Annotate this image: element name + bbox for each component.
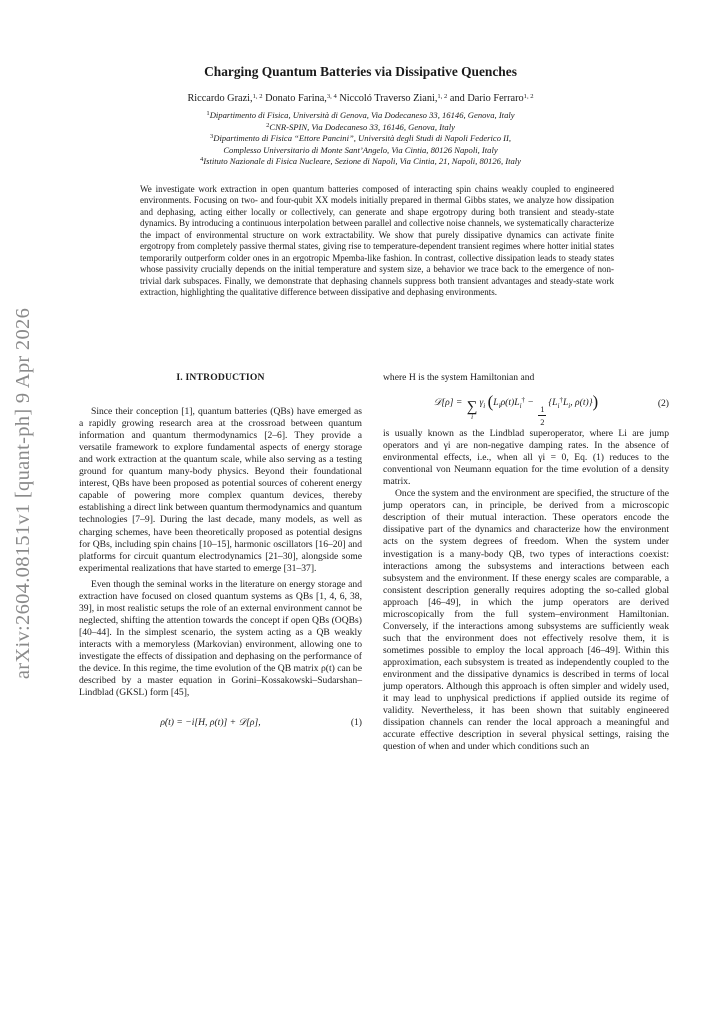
affiliation-line [0, 122, 721, 134]
equation-2-math: 𝒟[ρ] = ∑ i $\gamma_i$ ($L_i\rho(t)L_i^\dagger$ − $\frac{1}{2}$ {$L_i^\dagger L_i$, ρ(t)}) [433, 392, 599, 428]
author-affiliation-mark: 3, 4 [326, 93, 337, 100]
equation-number: (2) [657, 398, 669, 410]
author-affiliation-mark: 1, 2 [437, 93, 448, 100]
body-paragraph: is usually known as the Lindblad superoperator, where Li are jump operators and γi are non-negative damping rates. In the absence of environmental effects, i.e., when all γi = 0, Eq. (1) reduces to the conventional von Neumann equation for the time evolution of a density matrix. [383, 428, 669, 488]
author-affiliation-mark: 1, 2 [252, 93, 263, 100]
body-paragraph: Once the system and the environment are specified, the structure of the jump operators can, in principle, be derived from a microscopic description of their mutual interaction. These operators encode the dissipative part of the dynamics and characterize how the environment acts on the system degrees of freedom. When the system under investigation is a many-body QB, two types of interactions coexist: interactions among the subsystems and interactions between each subsystem and the environment. If these energy scales are comparable, a consistent description generally requires adopting the so-called global approach [46–49], in which the jump operators are derived microscopically from the full system–environment Hamiltonian. Conversely, if the interactions among subsystems are sufficiently weak such that the environment does not effectively resolve them, it is sometimes possible to employ the local approach [46–49]. Within this approximation, each subsystem is treated as independently coupled to the environment and the dissipative dynamics is described in terms of local jump operators. Although this approach is often simpler and widely used, it may lead to unphysical predictions if applied outside its regime of validity. Nevertheless, it has been shown that suitably engineered dissipation channels can render the local approach a meaningful and accurate effective description in several physical settings, raising the question of when and under which conditions such an [383, 488, 669, 753]
affiliation-line [0, 156, 721, 168]
affiliation-text: Dipartimento di Fisica, Università di Genova, Via Dodecaneso 33, 16146, Genova, Italy [209, 110, 515, 120]
affiliation-text: Istituto Nazionale di Fisica Nucleare, Sezione di Napoli, Via Cintia, 21, Napoli, 80126, Italy [203, 156, 521, 167]
author-name: Donato Farina, [262, 93, 327, 104]
affiliation-mark: 4 [199, 156, 204, 164]
author-name: Niccoló Traverso Ziani, [336, 93, 438, 104]
right-column [383, 372, 669, 753]
affiliation-list [0, 110, 721, 168]
body-paragraph: Even though the seminal works in the literature on energy storage and extraction have focused on closed quantum systems as QBs [1, 4, 6, 38, 39], in most realistic setups the role of an external environment cannot be neglected, shifting the attention towards the concept if open QBs (OQBs) [40–44]. In the simplest scenario, the system acting as a QB weakly interacts with a memoryless (Markovian) environment, allowing one to investigate the effects of dissipation and dephasing on the performance of the device. In this regime, the time evolution of the QB matrix ρ(t) can be described by a master equation in Gorini–Kossakowski–Sudarshan–Lindblad (GKSL) form [45], [79, 578, 362, 699]
paper-title: Charging Quantum Batteries via Dissipative Quenches [204, 64, 517, 79]
abstract: We investigate work extraction in open quantum batteries composed of interacting spin chains weakly coupled to engineered environments. Focusing on two- and four-qubit XX models initially prepared in thermal Gibbs states, we analyze how dissipation and dephasing, acting either locally or collectively, can generate and shape ergotropy during both transient and steady-state dynamics. By introducing a continuous interpolation between parallel and collective noise channels, we systematically characterize the impact of environmental structure on work extractability. We show that purely dissipative dynamics can activate finite ergotropy from completely passive thermal states, giving rise to temperature-dependent transient regimes where hotter initial states temporarily outperform colder ones in an ergotropic Mpemba-like fashion. In contrast, collective dissipation leads to steady states whose passivity crucially depends on the initial temperature and system size, a behavior we trace back to the emergence of non-trivial dark subspaces. Finally, we demonstrate that dephasing channels suppress both transient advantages and steady-state work extraction, highlighting the qualitative difference between dissipative and dephasing environments. [140, 184, 614, 298]
equation-1 [79, 707, 362, 747]
left-column [79, 372, 362, 747]
body-paragraph: where H is the system Hamiltonian and [383, 372, 535, 383]
affiliation-text: CNR-SPIN, Via Dodecaneso 33, 16146, Genova, Italy [269, 121, 455, 132]
author-name: Riccardo Grazi, [187, 93, 253, 104]
equation-1-math: ρ̇(t) = −i[H, ρ(t)] + 𝒟[ρ], [160, 717, 261, 729]
affiliation-line [0, 145, 721, 157]
affiliation-mark: 3 [209, 133, 214, 141]
author-list [0, 93, 721, 104]
equation-number: (1) [350, 717, 362, 729]
affiliation-text: Dipartimento di Fisica “Ettore Pancini”, Università degli Studi di Napoli Federico II, [213, 133, 512, 144]
arxiv-side-stamp [10, 293, 38, 693]
affiliation-mark: 2 [266, 121, 270, 129]
section-heading: I. INTRODUCTION [176, 372, 265, 383]
affiliation-mark: 1 [206, 110, 210, 117]
author-affiliation-mark: 1, 2 [523, 93, 534, 100]
affiliation-line [0, 133, 721, 145]
arxiv-id-text: arXiv:2604.08151v1 [quant-ph] 9 Apr 2026 [12, 307, 35, 679]
affiliation-text: Complesso Universitario di Monte Sant’Angelo, Via Cintia, 80126 Napoli, Italy [223, 144, 498, 155]
equation-2 [383, 384, 669, 428]
body-paragraph: Since their conception [1], quantum batteries (QBs) have emerged as a rapidly growing research area at the crossroad between quantum information and quantum thermodynamics [2–6]. They provide a versatile framework to explore fundamental aspects of energy storage and work extraction at the quantum scale, while also serving as a testing ground for quantum many-body physics. Beyond their foundational interest, QBs have been proposed as potential sources of coherent energy capable of powering more complex quantum devices, thereby establishing a direct link between quantum thermodynamics and quantum technologies [7–9]. During the last decade, many models, as well as charging schemes, have been theoretically proposed as potential designs for QBs, including spin chains [10–15], harmonic oscillators [16–20] and platforms for circuit quantum electrodynamics [21–30], alongside some experimental realizations that have started to emerge [31–37]. [79, 406, 362, 574]
author-name: and Dario Ferraro [447, 93, 524, 104]
affiliation-line [0, 110, 721, 122]
